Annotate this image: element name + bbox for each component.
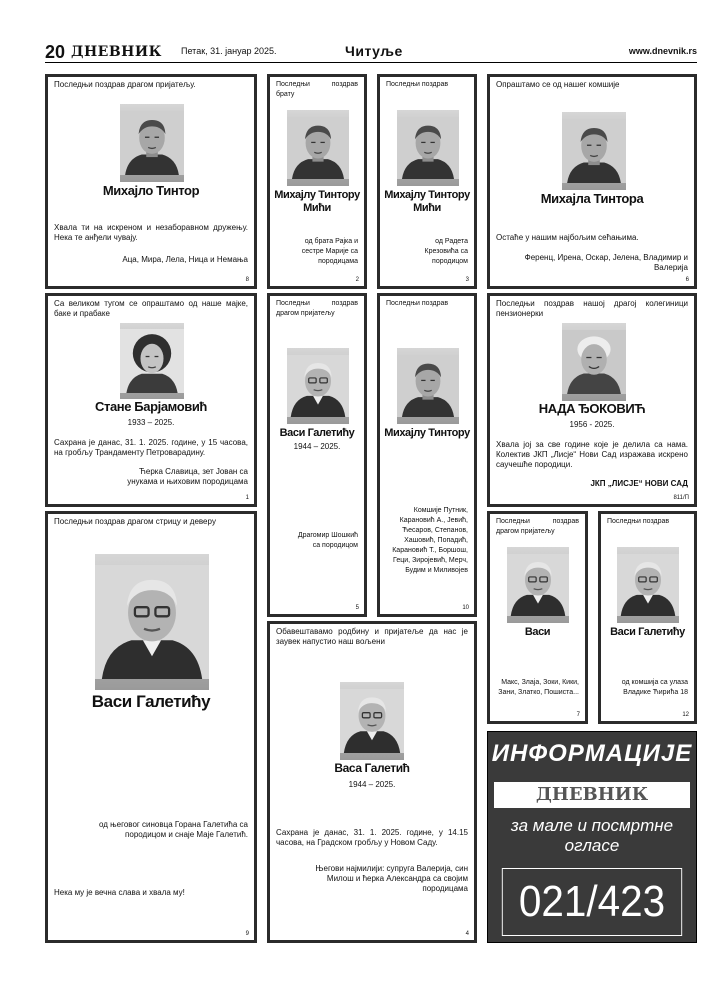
obituary-signature: Ћерка Славица, зет Јован са унукама и њиховим породицама <box>127 467 248 486</box>
obituary-signature: ЈКП „ЛИСЈЕ“ НОВИ САД <box>590 479 688 488</box>
obituary-signature: од Радета Крезовића са породицом <box>424 238 468 265</box>
deceased-name: Васи <box>524 626 551 638</box>
ad-number: 10 <box>462 605 469 611</box>
deceased-name: Стане Барјамовић <box>95 399 207 414</box>
obituary-card-6 <box>487 74 697 289</box>
obituary-intro: Последњи поздрав нашој драгој колегиници пензионерки <box>496 299 688 318</box>
deceased-name: Михајла Тинтора <box>540 191 644 206</box>
deceased-name: НАДА ЂОКОВИЋ <box>538 401 646 416</box>
ad-number: 7 <box>576 712 580 718</box>
deceased-name: Михајло Тинтор <box>102 183 200 198</box>
obituary-card-8 <box>45 74 257 289</box>
obituary-intro: Последњи поздрав <box>386 300 449 307</box>
portrait-photo <box>340 682 404 760</box>
page-header <box>45 42 697 63</box>
obituary-card-7 <box>487 511 588 724</box>
issue-date: Петак, 31. јануар 2025. <box>181 46 277 56</box>
portrait-photo <box>287 110 349 186</box>
portrait-photo <box>562 112 626 190</box>
ad-number: 6 <box>685 277 689 283</box>
life-years: 1956 - 2025. <box>569 420 615 429</box>
website-link[interactable]: www.dnevnik.rs <box>628 46 697 56</box>
portrait-photo <box>95 554 209 690</box>
ad-number: 8 <box>245 277 249 283</box>
ad-number: 12 <box>682 712 689 718</box>
portrait-photo <box>397 348 459 424</box>
obituary-card-10 <box>377 293 477 617</box>
obituary-signature: Комшије Путник, Карановић А., Јевић, Ћесаров, Степанов, Хашовић, Попадић, Карановић Т., Боршош, Геци, Зиројевић, Мерч, Будим и Миливојев <box>392 507 468 574</box>
obituary-text: од његовог синовца Горана Галетића са породицом и снаје Маје Галетић. <box>98 820 248 839</box>
ad-number: 5 <box>355 605 359 611</box>
ad-number: 2 <box>355 277 359 283</box>
newspaper-logo: ДНЕВНИК <box>71 44 162 60</box>
obituary-card-4 <box>267 621 477 943</box>
deceased-name: Васи Галетићу <box>279 427 355 439</box>
obituary-card-1 <box>45 293 257 507</box>
info-logo: ДНЕВНИК <box>494 782 690 808</box>
obituary-signature: од комшија са улаза Владике Ћирића 18 <box>621 679 688 696</box>
obituary-text: Хвала ти на искреном и незаборавном дружењу. Нека те анђели чувају. <box>54 223 248 242</box>
obituary-intro: Последњи поздрав драгом пријатељу. <box>54 80 196 89</box>
obituary-signature: Аца, Мира, Лела, Ница и Немања <box>122 255 248 264</box>
deceased-name: Михајлу Тинтору Мићи <box>384 189 470 214</box>
portrait-photo <box>397 110 459 186</box>
obituary-card-2 <box>267 74 367 289</box>
portrait-photo <box>120 104 184 182</box>
deceased-name: Михајлу Тинтору Мићи <box>274 189 360 214</box>
obituary-signature: Макс, Злаја, Зоки, Кики, Зани, Златко, Пошиста... <box>498 679 579 696</box>
obituary-text: Сахрана је данас, 31. 1. 2025. године, у 14.15 часова, на Градском гробљу у Новом Саду. <box>276 828 468 847</box>
obituary-text: Сахрана је данас, 31. 1. 2025. године, у 15 часова, на гробљу Трандаменту Петроварадину. <box>54 438 248 457</box>
info-subtitle: за мале и посмртне огласе <box>510 816 674 855</box>
deceased-name: Михајлу Тинтору <box>384 427 470 439</box>
life-years: 1933 – 2025. <box>127 418 175 427</box>
section-title: Читуље <box>345 43 403 59</box>
obituary-signature: Његови најмилији: супруга Валерија, син Милош и ћерка Александра са својим породицама <box>315 864 468 893</box>
obituary-intro: Последњи поздрав драгом пријатељу <box>496 518 579 535</box>
obituary-card-12 <box>598 511 697 724</box>
classifieds-info-box <box>487 731 697 992</box>
portrait-photo <box>617 547 679 623</box>
obituary-intro: Опраштамо се од нашег комшије <box>496 80 620 89</box>
portrait-photo <box>562 323 626 401</box>
ad-number: 811/П <box>673 495 689 501</box>
ad-number: 3 <box>465 277 469 283</box>
obituary-intro: Последњи поздрав драгом пријатељу <box>276 300 358 317</box>
obituary-signature: од брата Рајка и сестре Марије са породицама <box>301 238 358 265</box>
obituary-card-3 <box>377 74 477 289</box>
info-phone-number[interactable]: 021/423 761 <box>502 868 682 936</box>
info-title: ИНФОРМАЦИЈЕ <box>491 740 693 767</box>
life-years: 1944 – 2025. <box>293 442 341 451</box>
obituary-card-811 <box>487 293 697 507</box>
obituary-intro: Последњи поздрав <box>386 81 449 88</box>
obituary-text: Хвала јој за све године које је делила са нама. Колектив ЈКП „Лисје“ Нови Сад изражава искрено саучешће породици. <box>496 440 688 469</box>
obituary-intro: Обавештавамо родбину и пријатеље да нас је заувек напустио наш вољени <box>276 627 468 646</box>
obituary-intro: Последњи поздрав <box>607 518 670 525</box>
obituary-card-9 <box>45 511 257 943</box>
ad-number: 1 <box>245 495 249 501</box>
obituary-intro: Последњи поздрав брату <box>276 81 358 98</box>
portrait-photo <box>120 323 184 399</box>
ad-number: 9 <box>245 931 249 937</box>
deceased-name: Васа Галетић <box>334 761 410 775</box>
page-number: 20 <box>45 42 66 62</box>
ad-number: 4 <box>465 931 469 937</box>
obituary-signature: Ференц, Ирена, Оскар, Јелена, Владимир и Валерија <box>524 253 688 272</box>
portrait-photo <box>507 547 569 623</box>
obituary-signature: Драгомир Шошкић са породицом <box>297 532 358 549</box>
portrait-photo <box>287 348 349 424</box>
obituary-intro: Последњи поздрав драгом стрицу и девеpу <box>54 517 216 526</box>
deceased-name: Васи Галетићу <box>91 692 211 711</box>
obituary-intro: Са великом тугом се опраштамо од наше мајке, баке и прабаке <box>54 299 248 318</box>
deceased-name: Васи Галетићу <box>610 626 685 638</box>
obituary-text: Остаће у нашим најбољим сећањима. <box>496 233 639 242</box>
obituary-card-5 <box>267 293 367 617</box>
life-years: 1944 – 2025. <box>348 780 396 789</box>
obituary-text-closing: Нека му је вечна слава и хвала му! <box>54 888 185 897</box>
